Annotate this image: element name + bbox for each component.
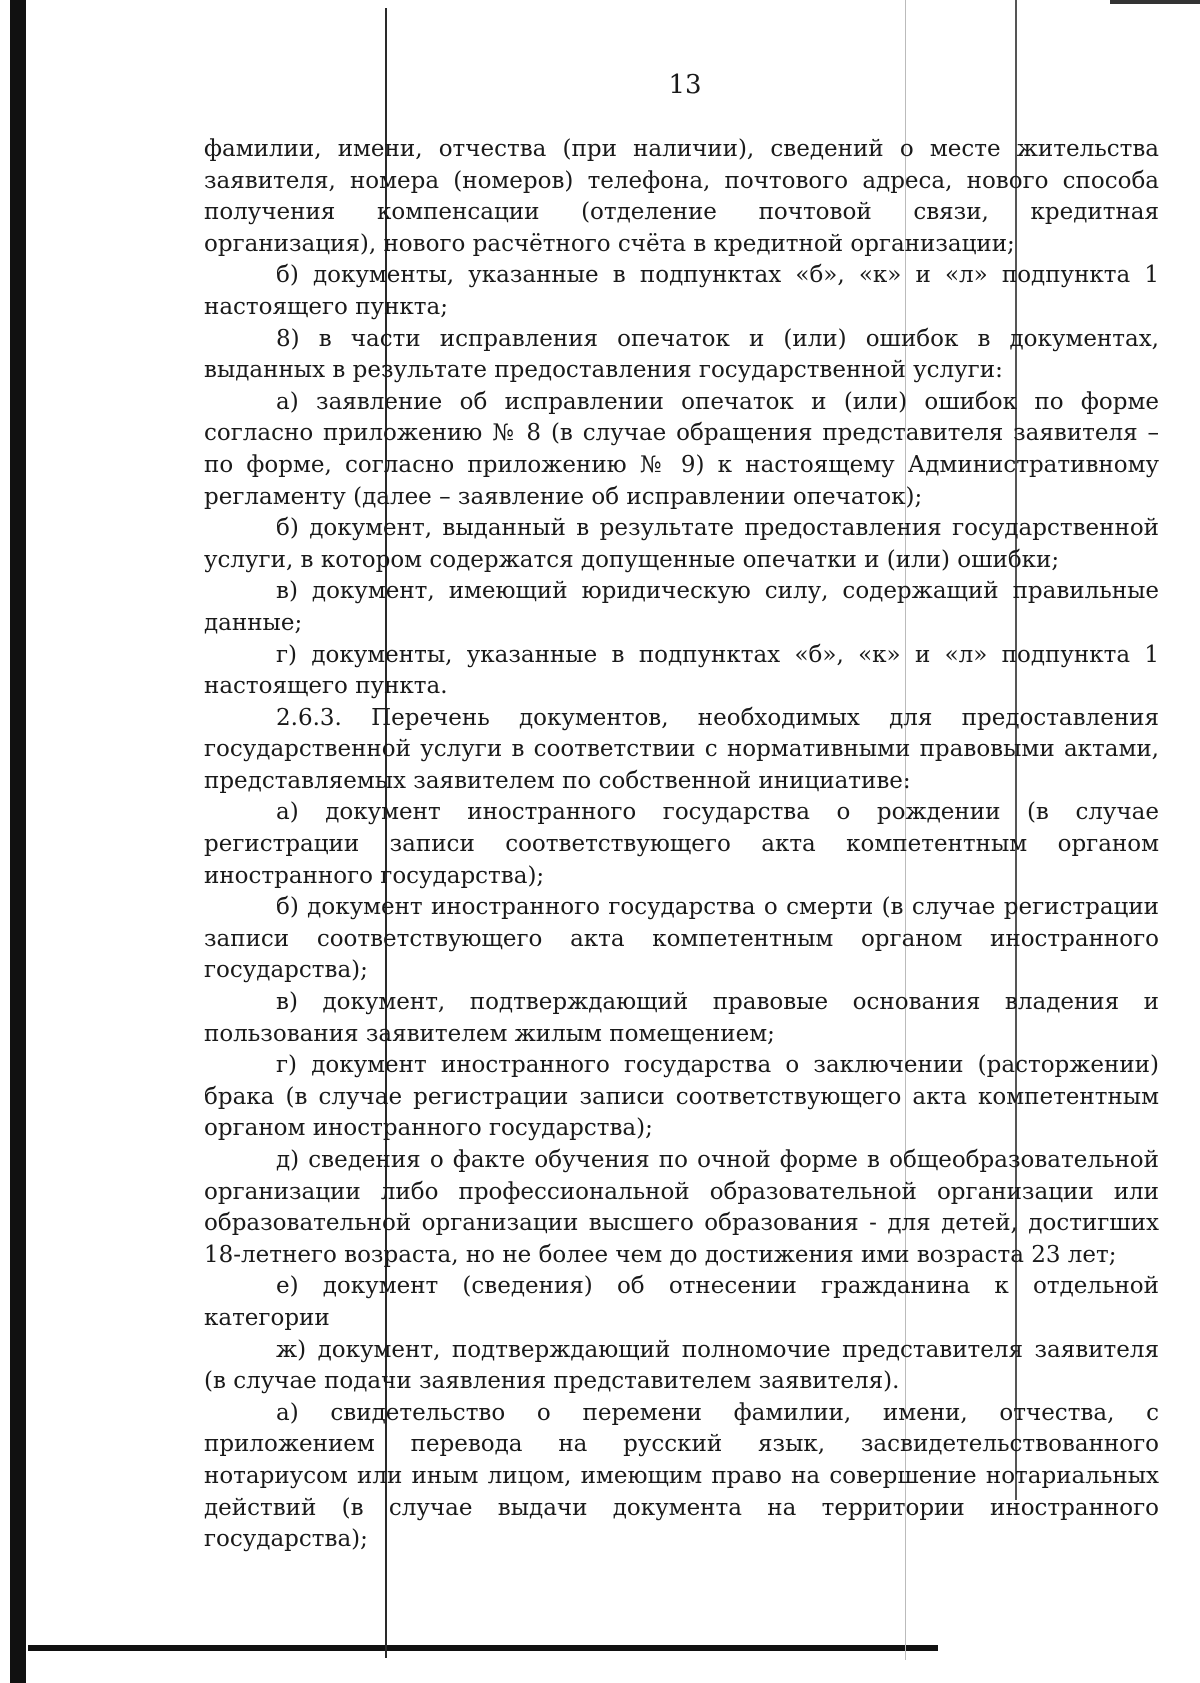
paragraph: д) сведения о факте обучения по очной форме в общеобразовательной организации либо профессиональной образовательной организации или образовательной организации высшего образования - для детей, достигших 18-летнего возраста, но не более чем до достижения ими возраста 23 лет; (204, 1147, 1159, 1268)
paragraph: г) документы, указанные в подпунктах «б», «к» и «л» подпункта 1 настоящего пункта. (204, 641, 1159, 700)
paragraph: ж) документ, подтверждающий полномочие представителя заявителя (в случае подачи заявления представителем заявителя). (204, 1336, 1159, 1395)
paragraph: в) документ, подтверждающий правовые основания владения и пользования заявителем жилым помещением; (204, 989, 1159, 1047)
paragraph: 8) в части исправления опечаток и (или) ошибок в документах, выданных в результате предоставления государственной услуги: (204, 325, 1159, 384)
paragraph: б) документ иностранного государства о смерти (в случае регистрации записи соответствующего акта компетентным органом иностранного государства); (204, 894, 1159, 984)
paragraph: а) заявление об исправлении опечаток и (или) ошибок по форме согласно приложению № 8 (в случае обращения представителя заявителя – по форме, согласно приложению № 9) к настоящему Административному регламенту (далее – заявление об исправлении опечаток); (204, 388, 1159, 510)
paragraph: е) документ (сведения) об отнесении гражданина к отдельной категории (204, 1273, 1159, 1331)
paragraph: а) свидетельство о перемени фамилии, имени, отчества, с приложением перевода на русский язык, засвидетельствованного нотариусом или иным лицом, имеющим право на совершение нотариальных действий (в случае выдачи документа на территории иностранного государства); (204, 1399, 1159, 1553)
paragraph: а) документ иностранного государства о рождении (в случае регистрации записи соответствующего акта компетентным органом иностранного государства); (204, 799, 1159, 889)
paragraph: б) документ, выданный в результате предоставления государственной услуги, в котором содержатся допущенные опечатки и (или) ошибки; (204, 515, 1159, 573)
paragraph: фамилии, имени, отчества (при наличии), сведений о месте жительства заявителя, номера (номеров) телефона, почтового адреса, нового способа получения компенсации (отделение почтовой связи, кредитная организация), нового расчётного счёта в кредитной организации; (204, 136, 1159, 257)
scan-bottom-edge (28, 1645, 938, 1651)
page-number: 13 (668, 70, 702, 100)
document-body (204, 134, 1159, 1556)
paragraph: 2.6.3. Перечень документов, необходимых для предоставления государственной услуги в соответствии с нормативными правовыми актами, представляемых заявителем по собственной инициативе: (204, 704, 1159, 794)
paragraph: в) документ, имеющий юридическую силу, содержащий правильные данные; (204, 578, 1159, 636)
paragraph: г) документ иностранного государства о заключении (расторжении) брака (в случае регистрации записи соответствующего акта компетентным органом иностранного государства); (204, 1052, 1159, 1142)
scan-left-edge (10, 0, 26, 1683)
paragraph: б) документы, указанные в подпунктах «б», «к» и «л» подпункта 1 настоящего пункта; (204, 262, 1159, 320)
scan-top-right-edge (1110, 0, 1200, 4)
